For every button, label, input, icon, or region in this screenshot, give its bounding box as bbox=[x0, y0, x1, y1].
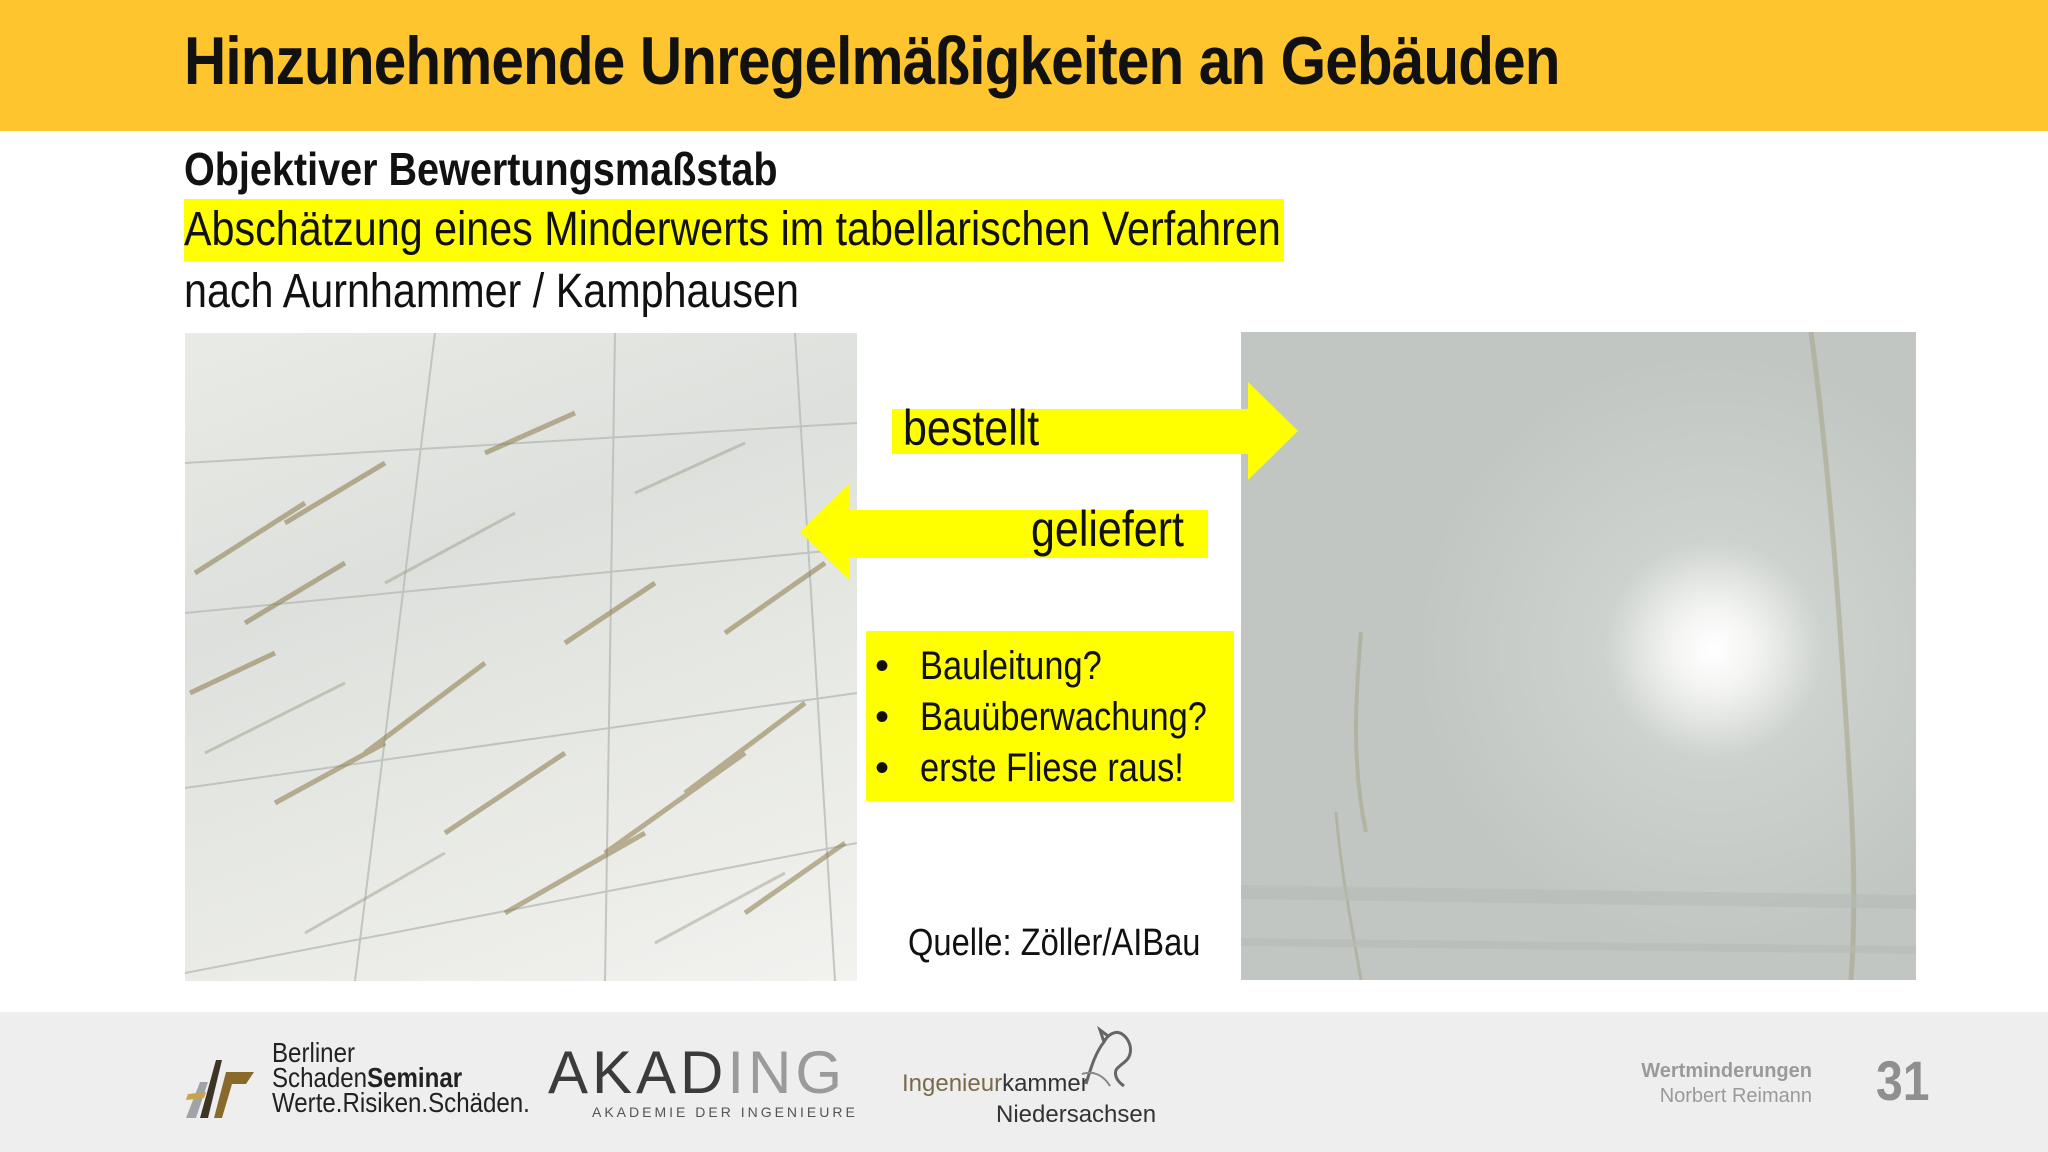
header-bar bbox=[0, 0, 2048, 131]
arrow-label-delivered: geliefert bbox=[1031, 501, 1184, 557]
list-item: • Bauleitung? bbox=[866, 641, 1234, 692]
bullet-icon: • bbox=[875, 695, 890, 739]
list-item: • Bauüberwachung? bbox=[866, 692, 1234, 743]
highlighted-line: Abschätzung eines Minderwerts im tabellarischen Verfahren bbox=[184, 199, 1284, 261]
page-number: 31 bbox=[1876, 1049, 1930, 1112]
list-item: • erste Fliese raus! bbox=[866, 743, 1234, 794]
ingenieurkammer-logo: Ingenieurkammer bbox=[902, 1070, 1089, 1097]
marble-texture bbox=[185, 333, 857, 981]
akading-tagline: AKADEMIE DER INGENIEURE bbox=[592, 1104, 858, 1120]
footer-topic: Wertminderungen bbox=[1641, 1060, 1812, 1082]
akading-logo: AKADING bbox=[548, 1039, 847, 1106]
reference-line: nach Aurnhammer / Kamphausen bbox=[184, 265, 799, 318]
subtitle: Objektiver Bewertungsmaßstab bbox=[184, 143, 778, 195]
horse-icon bbox=[1074, 1024, 1144, 1092]
bullet-icon: • bbox=[875, 746, 890, 790]
marble-floor-photo-ordered bbox=[185, 333, 857, 981]
marble-tile-photo-delivered bbox=[1241, 332, 1916, 980]
ingenieurkammer-region: Niedersachsen bbox=[996, 1101, 1157, 1128]
bullet-icon: • bbox=[875, 644, 890, 688]
footer-author: Norbert Reimann bbox=[1659, 1085, 1812, 1107]
arrow-label-ordered: bestellt bbox=[903, 400, 1040, 456]
berliner-schadenseminar-logo bbox=[186, 1037, 530, 1120]
slide-title: Hinzunehmende Unregelmäßigkeiten an Gebäuden bbox=[184, 23, 1560, 99]
question-list bbox=[866, 631, 1234, 801]
bss-wordmark: Berliner SchadenSeminar Werte.Risiken.Schäden. bbox=[272, 1037, 530, 1118]
bss-emblem-icon bbox=[186, 1042, 256, 1118]
marble-texture-right bbox=[1241, 332, 1916, 980]
source-credit: Quelle: Zöller/AIBau bbox=[908, 922, 1201, 964]
